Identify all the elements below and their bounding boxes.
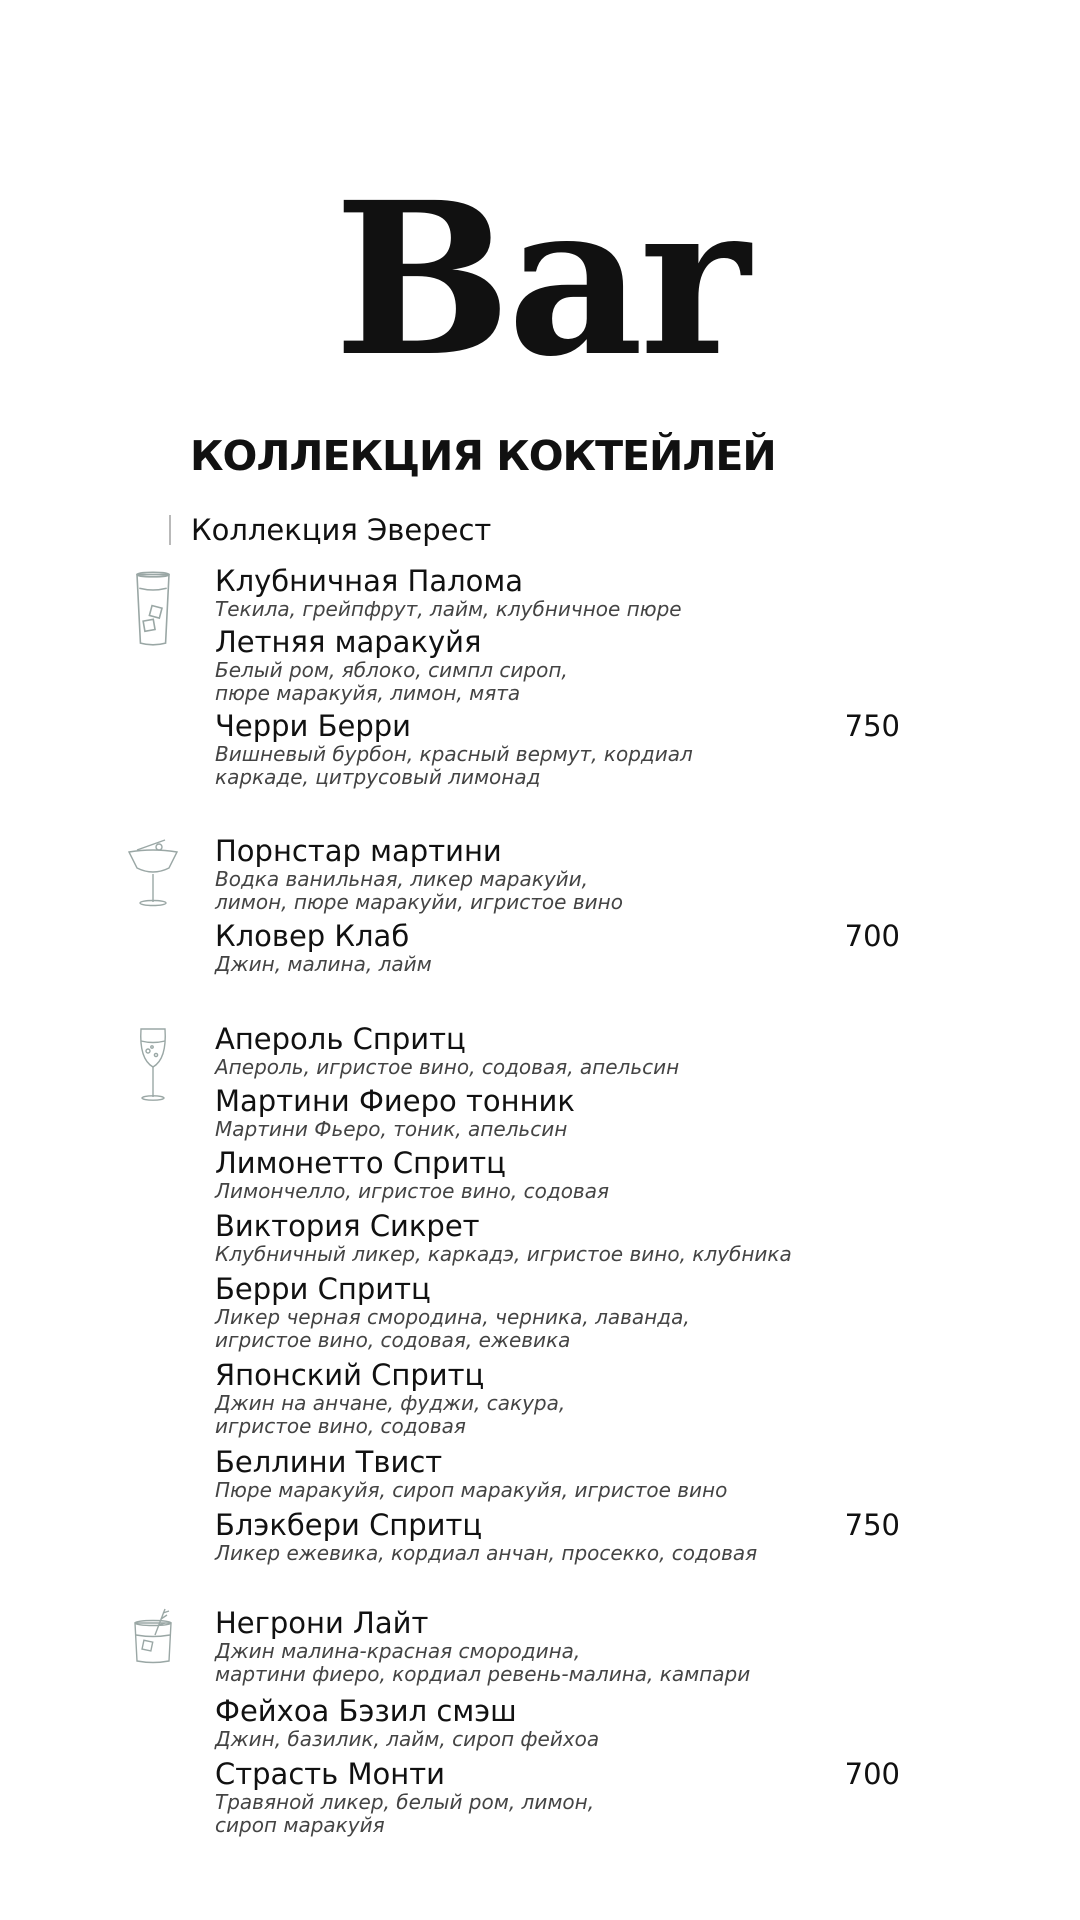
item-name: Апероль Спритц (215, 1022, 466, 1056)
item-description: Ликер ежевика, кордиал анчан, просекко, содовая (215, 1541, 758, 1565)
item-description: Текила, грейпфрут, лайм, клубничное пюре (215, 597, 682, 621)
menu-item (215, 1607, 915, 1686)
item-name: Лимонетто Спритц (215, 1146, 506, 1180)
wine-glass-icon (125, 1025, 181, 1105)
menu-item (215, 1446, 915, 1502)
item-name: Клубничная Палома (215, 564, 524, 598)
item-name: Мартини Фиеро тонник (215, 1084, 575, 1118)
item-description: Пюре маракуйя, сироп маракуйя, игристое вино (215, 1478, 728, 1502)
item-description: Джин, малина, лайм (215, 952, 432, 976)
coupe-glass-icon (125, 838, 181, 908)
menu-item (215, 1023, 915, 1079)
item-description: Водка ванильная, ликер маракуйи, лимон, пюре маракуйи, игристое вино (215, 867, 623, 914)
menu-item (215, 1210, 915, 1266)
item-description: Травяной ликер, белый ром, лимон, сироп маракуйя (215, 1790, 595, 1837)
item-name: Блэкбери Спритц (215, 1508, 483, 1542)
item-name: Летняя маракуйя (215, 625, 482, 659)
menu-item (215, 1695, 915, 1751)
item-name: Негрони Лайт (215, 1606, 429, 1640)
item-name: Фейхоа Бэзил смэш (215, 1694, 517, 1728)
item-description: Белый ром, яблоко, симпл сироп, пюре маракуйя, лимон, мята (215, 658, 568, 705)
group-price: 700 (844, 1757, 900, 1791)
item-name: Страсть Монти (215, 1757, 445, 1791)
rocks-glass-icon (125, 1605, 181, 1665)
section-title: КОЛЛЕКЦИЯ КОКТЕЙЛЕЙ (190, 432, 776, 480)
menu-item (215, 1147, 915, 1203)
group-price: 750 (844, 709, 900, 743)
menu-item (215, 565, 915, 621)
menu-item (215, 835, 915, 914)
item-name: Берри Спритц (215, 1272, 431, 1306)
item-name: Беллини Твист (215, 1445, 443, 1479)
menu-item (215, 1085, 915, 1141)
page-title: Bar (333, 156, 747, 403)
menu-item (215, 1359, 915, 1438)
item-name: Японский Спритц (215, 1358, 485, 1392)
item-description: Вишневый бурбон, красный вермут, кордиал каркаде, цитрусовый лимонад (215, 742, 693, 789)
item-name: Кловер Клаб (215, 919, 410, 953)
menu-item (215, 1273, 915, 1352)
item-description: Апероль, игристое вино, содовая, апельсин (215, 1055, 680, 1079)
item-description: Мартини Фьеро, тоник, апельсин (215, 1117, 568, 1141)
menu-item (215, 626, 915, 705)
subsection-title: Коллекция Эверест (169, 515, 491, 545)
item-description: Клубничный ликер, каркадэ, игристое вино, клубника (215, 1242, 792, 1266)
item-name: Порнстар мартини (215, 834, 502, 868)
group-price: 750 (844, 1508, 900, 1542)
item-description: Лимончелло, игристое вино, содовая (215, 1179, 610, 1203)
item-description: Ликер черная смородина, черника, лаванда, игристое вино, содовая, ежевика (215, 1305, 690, 1352)
item-name: Черри Берри (215, 709, 412, 743)
item-description: Джин малина-красная смородина, мартини фиеро, кордиал ревень-малина, кампари (215, 1639, 751, 1686)
highball-glass-icon (125, 570, 181, 650)
item-description: Джин на анчане, фуджи, сакура, игристое вино, содовая (215, 1391, 566, 1438)
item-description: Джин, базилик, лайм, сироп фейхоа (215, 1727, 600, 1751)
group-price: 700 (844, 919, 900, 953)
item-name: Виктория Сикрет (215, 1209, 480, 1243)
